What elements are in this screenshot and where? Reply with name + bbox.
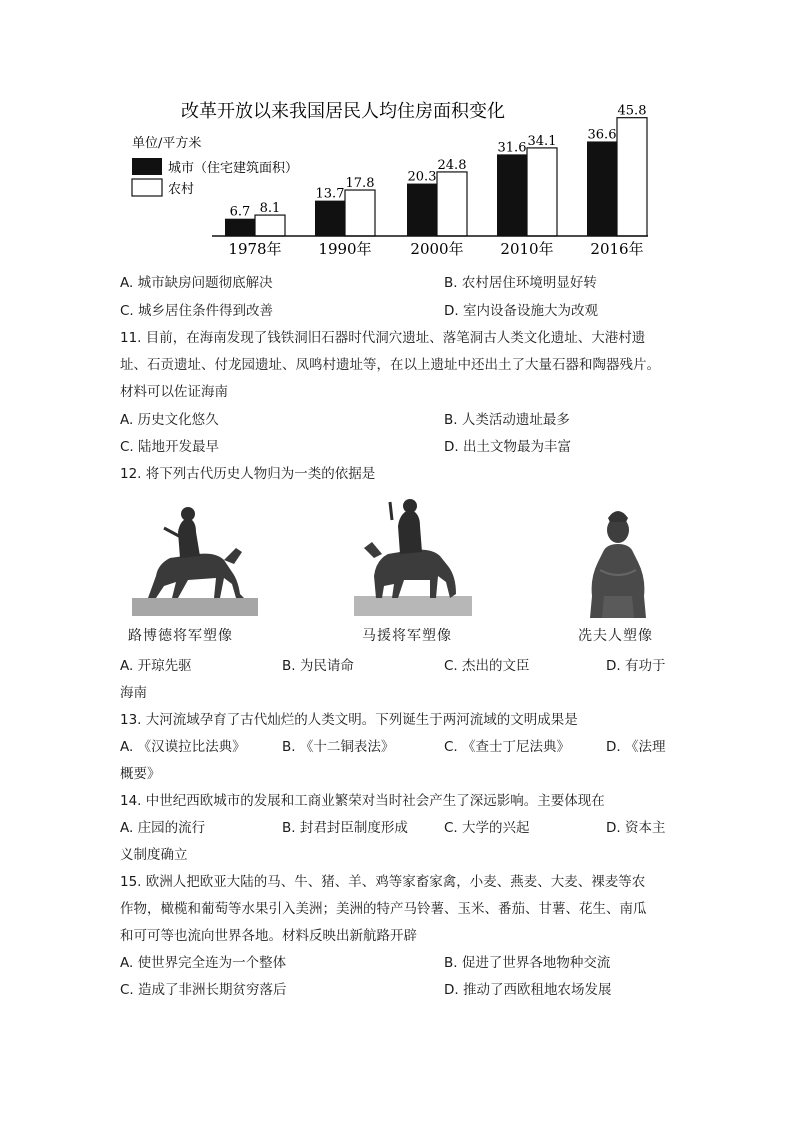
q10-option-b[interactable]: B. 农村居住环境明显好转: [444, 275, 597, 291]
value-label-city-4: 36.6: [587, 127, 617, 143]
chart-unit-label: 单位/平方米: [132, 136, 202, 151]
x-tick-label-1: 1990年: [318, 240, 372, 258]
bar-rural-0: [255, 215, 285, 236]
q11-option-c[interactable]: C. 陆地开发最早: [120, 439, 220, 455]
value-label-rural-4: 45.8: [617, 103, 647, 119]
q14-option-a[interactable]: A. 庄园的流行: [120, 820, 206, 836]
value-label-city-3: 31.6: [497, 140, 527, 156]
bar-city-3: [497, 154, 527, 236]
legend-label-rural: 农村: [168, 182, 195, 197]
q15-option-c[interactable]: C. 造成了非洲长期贫穷落后: [120, 982, 287, 998]
q15-option-d[interactable]: D. 推动了西欧租地农场发展: [444, 982, 612, 998]
q10-option-d[interactable]: D. 室内设备设施大为改观: [444, 303, 598, 319]
q15-stem-line3: 和可可等也流向世界各地。材料反映出新航路开辟: [120, 928, 417, 944]
q14-stem: 14. 中世纪西欧城市的发展和工商业繁荣对当时社会产生了深远影响。主要体现在: [120, 793, 605, 809]
statue-ma-yuan-image: [352, 496, 474, 622]
q12-caption-1: 路博德将军塑像: [128, 628, 233, 644]
legend-swatch-rural: [132, 179, 162, 196]
q12-caption-3: 冼夫人塑像: [578, 628, 653, 644]
value-label-rural-0: 8.1: [259, 201, 281, 217]
bar-rural-4: [617, 118, 647, 236]
q13-stem: 13. 大河流域孕育了古代灿烂的人类文明。下列诞生于两河流域的文明成果是: [120, 712, 578, 728]
q13-option-d[interactable]: D. 《法理: [606, 739, 666, 755]
q12-stem: 12. 将下列古代历史人物归为一类的依据是: [120, 466, 376, 482]
q11-option-a[interactable]: A. 历史文化悠久: [120, 412, 219, 428]
bars-layer: [225, 104, 647, 258]
value-label-city-0: 6.7: [229, 204, 251, 220]
bar-rural-1: [345, 190, 375, 236]
q12-option-d[interactable]: D. 有功于: [606, 658, 666, 674]
x-tick-label-3: 2010年: [500, 240, 554, 258]
x-tick-label-2: 2000年: [410, 240, 464, 258]
bar-rural-2: [437, 172, 467, 236]
q11-stem-line2: 址、石贡遗址、付龙园遗址、凤鸣村遗址等，在以上遗址中还出土了大量石器和陶器残片。: [120, 357, 660, 373]
value-label-rural-2: 24.8: [437, 157, 467, 173]
q11-stem-line1: 11. 目前，在海南发现了钱铁洞旧石器时代洞穴遗址、落笔洞古人类文化遗址、大港村遗: [120, 330, 646, 346]
bar-city-1: [315, 201, 345, 236]
x-tick-label-0: 1978年: [228, 240, 282, 258]
q12-option-c[interactable]: C. 杰出的文臣: [444, 658, 530, 674]
q11-stem-line3: 材料可以佐证海南: [120, 384, 228, 400]
q15-stem-line2: 作物，橄榄和葡萄等水果引入美洲；美洲的特产马铃薯、玉米、番茄、甘薯、花生、南瓜: [120, 901, 647, 917]
q12-option-a[interactable]: A. 开琼先驱: [120, 658, 192, 674]
value-label-rural-1: 17.8: [345, 176, 375, 192]
q14-option-d[interactable]: D. 资本主: [606, 820, 666, 836]
q13-option-d-wrap: 概要》: [120, 766, 161, 782]
statue-xian-furen-image: [582, 500, 654, 620]
q10-option-c[interactable]: C. 城乡居住条件得到改善: [120, 303, 274, 319]
q15-option-b[interactable]: B. 促进了世界各地物种交流: [444, 955, 611, 971]
legend-label-city: 城市（住宅建筑面积）: [168, 161, 299, 176]
q15-option-a[interactable]: A. 使世界完全连为一个整体: [120, 955, 287, 971]
q12-caption-2: 马援将军塑像: [362, 628, 452, 644]
q13-option-b[interactable]: B. 《十二铜表法》: [282, 739, 395, 755]
statue-lu-bode-image: [128, 498, 263, 620]
q15-stem-line1: 15. 欧洲人把欧亚大陆的马、牛、猪、羊、鸡等家畜家禽，小麦、燕麦、大麦、裸麦等农: [120, 874, 646, 890]
bar-city-0: [225, 219, 255, 236]
q11-option-d[interactable]: D. 出土文物最为丰富: [444, 439, 571, 455]
bar-city-2: [407, 184, 437, 236]
q12-option-d-wrap: 海南: [120, 685, 147, 701]
value-label-city-2: 20.3: [407, 169, 437, 185]
q11-option-b[interactable]: B. 人类活动遗址最多: [444, 412, 570, 428]
bar-city-4: [587, 141, 617, 236]
q12-option-b[interactable]: B. 为民请命: [282, 658, 354, 674]
legend-swatch-city: [132, 158, 162, 175]
chart-title: 改革开放以来我国居民人均住房面积变化: [181, 101, 505, 122]
q14-option-b[interactable]: B. 封君封臣制度形成: [282, 820, 408, 836]
q13-option-a[interactable]: A. 《汉谟拉比法典》: [120, 739, 246, 755]
q10-option-a[interactable]: A. 城市缺房问题彻底解决: [120, 275, 273, 291]
q13-option-c[interactable]: C. 《查士丁尼法典》: [444, 739, 571, 755]
x-tick-label-4: 2016年: [590, 240, 644, 258]
bar-rural-3: [527, 148, 557, 236]
q14-option-c[interactable]: C. 大学的兴起: [444, 820, 530, 836]
bar-chart: [120, 95, 660, 265]
value-label-rural-3: 34.1: [527, 133, 557, 149]
value-label-city-1: 13.7: [315, 186, 345, 202]
q14-option-d-wrap: 义制度确立: [120, 847, 188, 863]
